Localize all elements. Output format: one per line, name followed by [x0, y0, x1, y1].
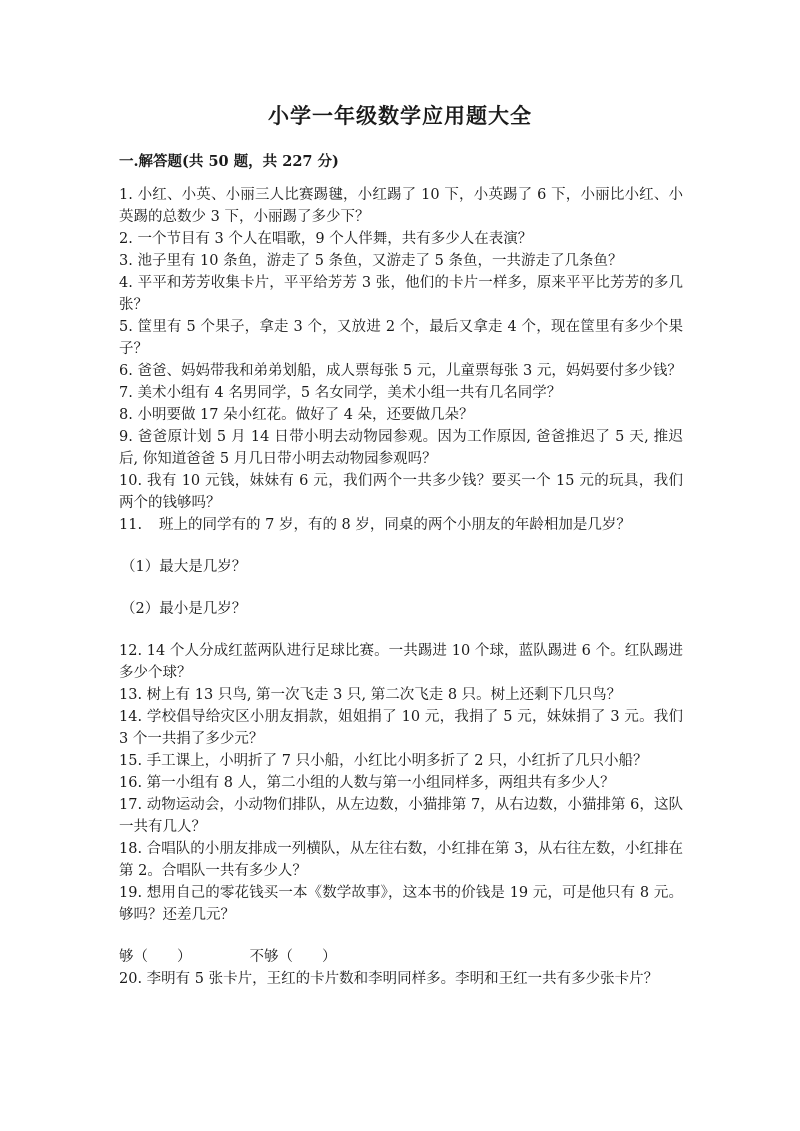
question-6: 6. 爸爸、妈妈带我和弟弟划船，成人票每张 5 元，儿童票每张 3 元，妈妈要付多少钱？	[119, 363, 682, 379]
not-enough-blank[interactable]: 不够（ ）	[249, 949, 337, 965]
question-18: 18. 合唱队的小朋友排成一列横队，从左往右数，小红排在第 3，从右往左数，小红排在第 2。合唱队一共有多少人？	[119, 841, 683, 879]
question-11-part-1: （1）最大是几岁？	[121, 559, 247, 575]
question-2: 2. 一个节目有 3 个人在唱歌，9 个人伴舞，共有多少人在表演？	[119, 231, 533, 247]
page-title: 小学一年级数学应用题大全	[268, 103, 532, 128]
question-3: 3. 池子里有 10 条鱼，游走了 5 条鱼，又游走了 5 条鱼，一共游走了几条鱼？	[119, 253, 623, 269]
question-9: 9. 爸爸原计划 5 月 14 日带小明去动物园参观。因为工作原因, 爸爸推迟了 5 天, 推迟后, 你知道爸爸 5 月几日带小明去动物园参观吗？	[119, 429, 683, 467]
question-1: 1. 小红、小英、小丽三人比赛踢毽，小红踢了 10 下，小英踢了 6 下，小丽比小红、小英踢的总数少 3 下，小丽踢了多少下？	[119, 187, 683, 225]
question-11	[119, 514, 683, 536]
enough-blank[interactable]: 够（ ）	[119, 949, 192, 965]
question-8: 8. 小明要做 17 朵小红花。做好了 4 朵，还要做几朵？	[119, 407, 474, 423]
question-11-text: 班上的同学有的 7 岁，有的 8 岁，同桌的两个小朋友的年龄相加是几岁？	[159, 517, 631, 533]
question-11-number: 11.	[119, 517, 143, 533]
question-19: 19. 想用自己的零花钱买一本《数学故事》，这本书的价钱是 19 元，可是他只有 8 元。够吗？还差几元？	[119, 885, 683, 923]
question-20: 20. 李明有 5 张卡片，王红的卡片数和李明同样多。李明和王红一共有多少张卡片？	[119, 971, 659, 987]
question-5: 5. 筐里有 5 个果子，拿走 3 个，又放进 2 个，最后又拿走 4 个，现在筐里有多少个果子？	[119, 319, 683, 357]
question-list	[119, 184, 683, 990]
question-19-answer-blanks	[119, 926, 683, 968]
question-16: 16. 第一小组有 8 人，第二小组的人数与第一小组同样多，两组共有多少人？	[119, 775, 615, 791]
question-14: 14. 学校倡导给灾区小朋友捐款，姐姐捐了 10 元，我捐了 5 元，妹妹捐了 3 元。我们 3 个一共捐了多少元？	[119, 709, 683, 747]
question-7: 7. 美术小组有 4 名男同学，5 名女同学，美术小组一共有几名同学？	[119, 385, 562, 401]
section-heading: 一.解答题(共 50 题，共 227 分)	[119, 153, 339, 170]
question-11-part-2: （2）最小是几岁？	[121, 601, 247, 617]
question-4: 4. 平平和芳芳收集卡片，平平给芳芳 3 张，他们的卡片一样多，原来平平比芳芳的多几张？	[119, 275, 683, 313]
question-13: 13. 树上有 13 只鸟, 第一次飞走 3 只, 第二次飞走 8 只。树上还剩下几只鸟？	[119, 687, 622, 703]
question-15: 15. 手工课上，小明折了 7 只小船，小红比小明多折了 2 只，小红折了几只小船？	[119, 753, 648, 769]
question-12: 12. 14 个人分成红蓝两队进行足球比赛。一共踢进 10 个球，蓝队踢进 6 个。红队踢进多少个球？	[119, 643, 683, 681]
question-10: 10. 我有 10 元钱，妹妹有 6 元，我们两个一共多少钱？要买一个 15 元的玩具，我们两个的钱够吗？	[119, 473, 683, 511]
question-17: 17. 动物运动会，小动物们排队，从左边数，小猫排第 7，从右边数，小猫排第 6，这队一共有几人？	[119, 797, 683, 835]
